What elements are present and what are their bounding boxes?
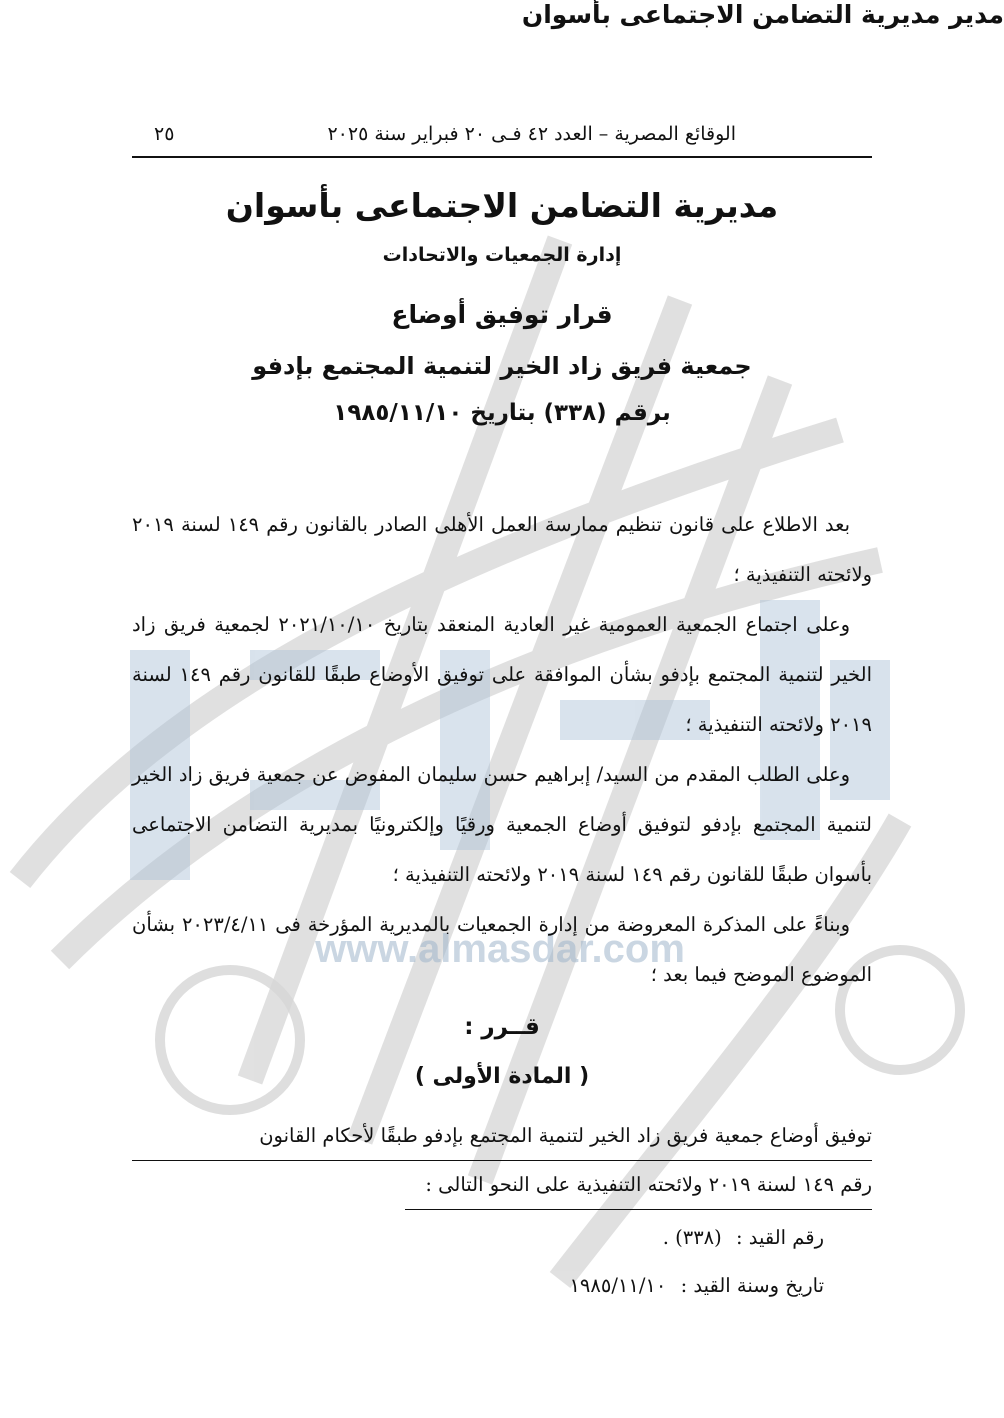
page-header (132, 112, 872, 158)
preamble (132, 500, 872, 1000)
reg-date-row (561, 1262, 824, 1310)
association-name: جمعية فريق زاد الخير لتنمية المجتمع بإدفو (252, 352, 752, 380)
article-line-2: رقم ١٤٩ لسنة ٢٠١٩ ولائحته التنفيذية على النحو التالى : (405, 1161, 872, 1210)
registration-details (561, 1214, 824, 1310)
article-text (132, 1112, 872, 1210)
registration-line: برقم (٣٣٨) بتاريخ ١٩٨٥/١١/١٠ (333, 400, 671, 426)
decision-title: قرار توفيق أوضاع (391, 300, 613, 329)
article-title: ( المادة الأولى ) (414, 1064, 590, 1089)
directorate-title: مديرية التضامن الاجتماعى بأسوان (225, 186, 779, 225)
reg-number-value: (٣٣٨) . (662, 1226, 722, 1249)
page-number: ٢٥ (154, 123, 175, 145)
issuer-title: مدير مديرية التضامن الاجتماعى بأسوان (521, 0, 1004, 29)
article-line-1: توفيق أوضاع جمعية فريق زاد الخير لتنمية المجتمع بإدفو طبقًا لأحكام القانون (132, 1112, 872, 1161)
reg-date-label: تاريخ وسنة القيد : (680, 1274, 824, 1297)
reg-number-label: رقم القيد : (735, 1226, 824, 1249)
reg-date-value: ١٩٨٥/١١/١٠ (569, 1274, 667, 1297)
resolved-label: قــرر : (464, 1014, 540, 1040)
department-title: إدارة الجمعيات والاتحادات (382, 244, 622, 266)
paragraph-2: وعلى اجتماع الجمعية العمومية غير العادية المنعقد بتاريخ ٢٠٢١/١٠/١٠ لجمعية فريق زاد الخير لتنمية المجتمع بإدفو بشأن الموافقة على توفيق الأوضاع طبقًا للقانون رقم ١٤٩ لسنة ٢٠١٩ ولائحته التنفيذية ؛ (132, 613, 873, 736)
reg-number-row (561, 1214, 824, 1262)
issue-info: الوقائع المصرية – العدد ٤٢ فـى ٢٠ فبراير سنة ٢٠٢٥ (327, 123, 736, 145)
paragraph-1: بعد الاطلاع على قانون تنظيم ممارسة العمل الأهلى الصادر بالقانون رقم ١٤٩ لسنة ٢٠١٩ ولائحته التنفيذية ؛ (132, 513, 872, 586)
paragraph-4: وبناءً على المذكرة المعروضة من إدارة الجمعيات بالمديرية المؤرخة فى ٢٠٢٣/٤/١١ بشأن الموضوع الموضح فيما بعد ؛ (132, 913, 872, 986)
paragraph-3: وعلى الطلب المقدم من السيد/ إبراهيم حسن سليمان المفوض عن جمعية فريق زاد الخير لتنمية المجتمع بإدفو لتوفيق أوضاع الجمعية ورقيًا وإلكترونيًا بمديرية التضامن الاجتماعى بأسوان طبقًا للقانون رقم ١٤٩ لسنة ٢٠١٩ ولائحته التنفيذية ؛ (132, 763, 872, 886)
watermark-site-text: www.almasdar.com (315, 927, 685, 971)
